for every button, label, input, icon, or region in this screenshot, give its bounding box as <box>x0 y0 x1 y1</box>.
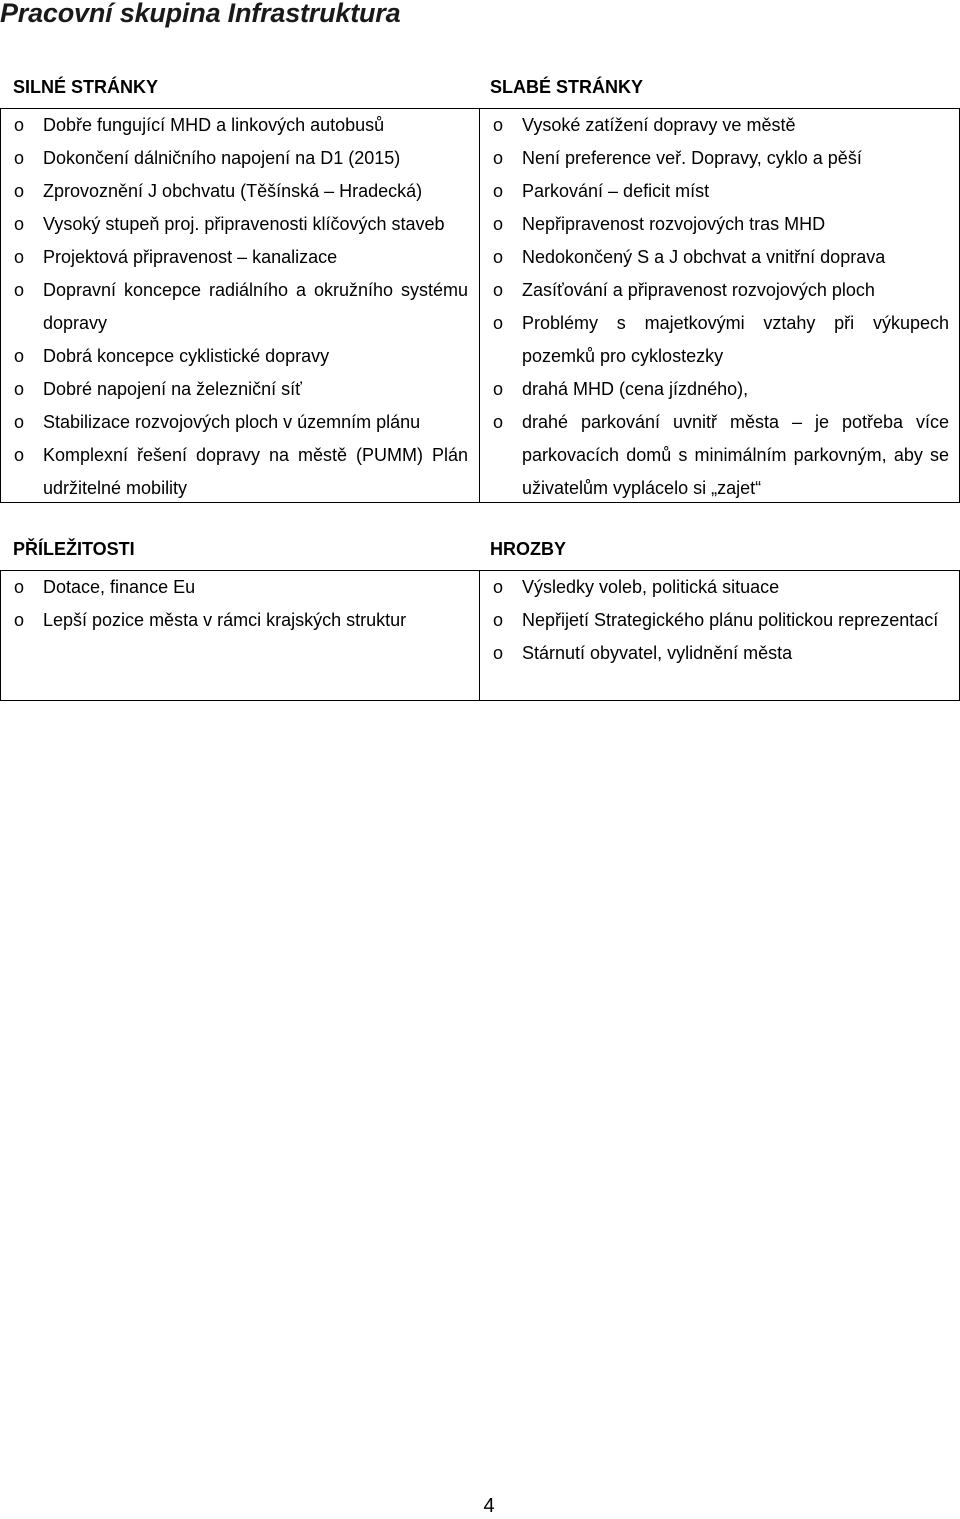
list-item <box>14 208 468 241</box>
strengths-list <box>14 109 468 505</box>
threats-heading: HROZBY <box>490 539 566 559</box>
bullet-icon: o <box>493 379 504 399</box>
bullet-icon: o <box>493 643 504 663</box>
list-item <box>493 406 949 505</box>
list-item <box>14 439 468 505</box>
weaknesses-heading: SLABÉ STRÁNKY <box>490 77 644 97</box>
list-item <box>14 340 468 373</box>
list-item-text: Výsledky voleb, politická situace <box>522 577 780 597</box>
list-item <box>493 109 949 142</box>
strengths-heading: SILNÉ STRÁNKY <box>13 77 159 97</box>
swot-top-section <box>0 76 960 503</box>
bullet-icon: o <box>493 610 504 630</box>
list-item-text: Stabilizace rozvojových ploch v územním plánu <box>43 412 421 432</box>
list-item-text: Dobrá koncepce cyklistické dopravy <box>43 346 330 366</box>
bullet-icon: o <box>493 148 504 168</box>
list-item-text: Zprovoznění J obchvatu (Těšínská – Hradecká) <box>43 181 423 201</box>
bullet-icon: o <box>493 280 504 300</box>
list-item-text: Nedokončený S a J obchvat a vnitřní doprava <box>522 247 886 267</box>
opportunities-cell <box>1 571 480 700</box>
list-item <box>14 175 468 208</box>
bullet-icon: o <box>493 247 504 267</box>
list-item <box>493 208 949 241</box>
opportunities-heading: PŘÍLEŽITOSTI <box>13 539 135 559</box>
list-item <box>14 406 468 439</box>
list-item-text: Dotace, finance Eu <box>43 577 196 597</box>
list-item-text: Problémy s majetkovými vztahy při výkupech pozemků pro cyklostezky <box>522 313 949 366</box>
list-item <box>14 274 468 340</box>
list-item-text: drahé parkování uvnitř města – je potřeba více parkovacích domů s minimálním parkovným, aby se uživatelům vyplácelo si „zajet“ <box>522 412 949 498</box>
list-item-text: Není preference veř. Dopravy, cyklo a pěší <box>522 148 862 168</box>
swot-bottom-section <box>0 538 960 701</box>
bullet-icon: o <box>14 148 25 168</box>
list-item-text: Lepší pozice města v rámci krajských struktur <box>43 610 407 630</box>
swot-top-table <box>0 108 960 503</box>
list-item-text: Dokončení dálničního napojení na D1 (2015) <box>43 148 401 168</box>
list-item-text: Dopravní koncepce radiálního a okružního systému dopravy <box>43 280 468 333</box>
list-item <box>493 637 949 670</box>
bullet-icon: o <box>493 181 504 201</box>
bullet-icon: o <box>493 214 504 234</box>
list-item <box>14 373 468 406</box>
list-item <box>14 142 468 175</box>
list-item-text: Parkování – deficit míst <box>522 181 710 201</box>
bullet-icon: o <box>14 445 25 465</box>
bullet-icon: o <box>14 280 25 300</box>
bullet-icon: o <box>493 313 504 333</box>
bullet-icon: o <box>493 412 504 432</box>
list-item <box>14 604 468 637</box>
list-item <box>493 175 949 208</box>
list-item-text: Komplexní řešení dopravy na městě (PUMM) Plán udržitelné mobility <box>43 445 468 498</box>
swot-bottom-table <box>0 570 960 701</box>
bullet-icon: o <box>14 379 25 399</box>
threats-list <box>493 571 949 670</box>
bullet-icon: o <box>14 346 25 366</box>
list-item <box>14 241 468 274</box>
list-item-text: Zasíťování a připravenost rozvojových ploch <box>522 280 875 300</box>
list-item-text: Nepřijetí Strategického plánu politickou reprezentací <box>522 610 939 630</box>
weaknesses-cell <box>480 109 959 502</box>
list-item <box>14 109 468 142</box>
list-item-text: Stárnutí obyvatel, vylidnění města <box>522 643 793 663</box>
bullet-icon: o <box>14 214 25 234</box>
opportunities-list <box>14 571 468 637</box>
bullet-icon: o <box>14 412 25 432</box>
list-item <box>493 604 949 637</box>
list-item <box>493 142 949 175</box>
list-item-text: drahá MHD (cena jízdného), <box>522 379 749 399</box>
bullet-icon: o <box>14 181 25 201</box>
bullet-icon: o <box>493 115 504 135</box>
bullet-icon: o <box>493 577 504 597</box>
bullet-icon: o <box>14 115 25 135</box>
list-item-text: Dobře fungující MHD a linkových autobusů <box>43 115 385 135</box>
page-number: 4 <box>483 1495 495 1517</box>
list-item-text: Vysoké zatížení dopravy ve městě <box>522 115 796 135</box>
bullet-icon: o <box>14 577 25 597</box>
strengths-cell <box>1 109 480 502</box>
page-title: Pracovní skupina Infrastruktura <box>0 0 401 28</box>
list-item-text: Vysoký stupeň proj. připravenosti klíčových staveb <box>43 214 445 234</box>
section-headers <box>0 538 960 570</box>
section-headers <box>0 76 960 108</box>
list-item-text: Projektová připravenost – kanalizace <box>43 247 338 267</box>
bullet-icon: o <box>14 610 25 630</box>
threats-cell <box>480 571 959 700</box>
list-item-text: Nepřipravenost rozvojových tras MHD <box>522 214 826 234</box>
list-item <box>493 274 949 307</box>
list-item <box>14 571 468 604</box>
weaknesses-list <box>493 109 949 505</box>
list-item <box>493 373 949 406</box>
list-item <box>493 307 949 373</box>
list-item <box>493 571 949 604</box>
bullet-icon: o <box>14 247 25 267</box>
list-item-text: Dobré napojení na železniční síť <box>43 379 302 399</box>
list-item <box>493 241 949 274</box>
